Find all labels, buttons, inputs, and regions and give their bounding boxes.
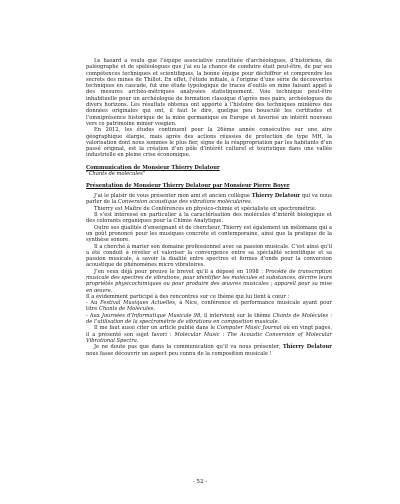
page-number: - 52 - [192,479,208,485]
speaker-name: Thierry Delatour [251,193,301,200]
presentation-paragraph-7: Il a évidemment participé à des rencontres sur ce thème qui lui tient à cœur : [86,293,290,300]
presentation-paragraph-8: Il me faut aussi citer un article publié dans le Computer Music Journal où en vingt pages, il a présenté son sujet favori : Molecular Music : The Acoustic Conversion of Molecular Vibrational Spectra. [86,325,332,344]
presentation-title: Présentation de Monsieur Thierry Delatour par Monsieur Pierre Boyer [86,183,290,190]
list-item: - Au Festival Musiques Actuelles, à Nice, conférence et performance musicale ayant pour titre Chants de Molécules. [86,300,332,313]
communication-title: Communication de Monsieur Thierry Delatour [86,164,220,171]
presentation-paragraph-2: Thierry est Maître de Conférences en physico-chimie et spécialiste en spectrométrie. [94,205,317,212]
presentation-paragraph-5: Il a cherché à marier son domaine professionnel avec sa passion musicale. C’est ainsi qu’il a été conduit à révéler et valoriser la convergence entre sa spécialité scientifique et sa passion musicale, à savoir la dualité entre spectres et formes d’onde pour la conversion acoustique de phénomènes micro vibratoires. [86,243,332,269]
text-body [86,58,332,357]
presentation-paragraph-1: J’ai le plaisir de vous présenter mon ami et ancien collègue Thierry Delatour qui va nous parler de la Conversion acoustique des vibrations moléculaires. [86,193,332,206]
presentation-paragraph-3: Il s’est intéressé en particulier à la caractérisation des molécules d’intérêt biologique et des colorants organiques pour la Chimie Analytique. [86,212,332,225]
presentation-paragraph-6: J’en veux déjà pour preuve le brevet qu’il a déposé en 1998 : Procédé de transcription musicale des spectres de vibrations, pour identifier les molécules et substances, décrire leurs propriétés physicochimiques ou pour produire des œuvres musicales ; appareil pour sa mise en œuvre. [86,268,332,294]
intro-paragraph-1: Le hasard a voulu que l’équipe associative constituée d’archéologues, d’historiens, de paléographe et de spéléologues que j’ai eu la chance de conduire était peut-être, de par ses compétences techniques et scientifiques, la bonne équipe pour déchiffrer et comprendre les secrets des mines de Thillot. En effet, l’étude initiale, à l’origine d’une série de découvertes techniques en cascade, fut une étude typologique de traces d’outils en mine faisant appel à des mesures archéo-métriques analysées statistiquement. Voie technique peut-être inhabituelle pour un archéologue de formation classique d’après mes pairs, archéologues de divers horizons. Les résultats obtenus ont apporté à l’histoire des techniques minières des données originales qui ont, il faut le dire, quelque peu bousculé les certitudes et l’omniprésence historique de la mine germanique en Europe et favorisé un intérêt nouveau vers ce patrimoine minier vosgien. [86,58,332,127]
presentation-paragraph-9: Je ne doute pas que dans la communication qu’il va nous présenter, Thierry Delatour nous fasse découvrir un aspect peu connu de la composition musicale ! [86,344,332,357]
communication-subtitle: “Chants de molécules” [86,171,146,178]
speaker-name: Thierry Delatour [282,344,332,351]
list-item: - Aux Journées d’Informatique Musicale 98, il intervient sur le thème Chants de Molécules : de l’utilisation de la spectrométrie de vibrations en composition musicale. [86,312,332,326]
presentation-paragraph-4: Outre ses qualités d’enseignant et de chercheur, Thierry est également un mélomane qui a un goût prononcé pour les musiques concrète et contemporaine, ainsi que la pratique de la synthèse sonore. [86,224,332,244]
intro-paragraph-2: En 2012, les études continuent pour la 26ème année consécutive sur une aire géographique élargie, mais après des actions réussies de protection de type MH, la valorisation dont nous sommes le plus fier, signe de la réappropriation par les habitants d’un passé original, est la création d’un pôle d’intérêt culturel et touristique dans une vallée industrielle en pleine crise économique. [86,127,332,159]
